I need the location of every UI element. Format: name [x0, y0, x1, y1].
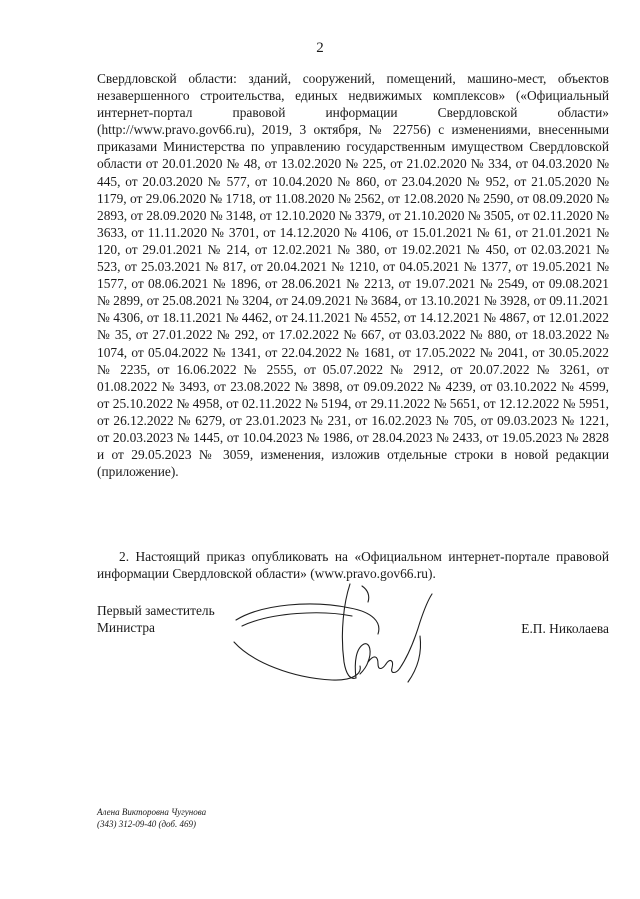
contact-phone: (343) 312-09-40 (доб. 469)	[97, 819, 196, 829]
handwritten-signature	[232, 582, 442, 692]
contact-name: Алена Викторовна Чугунова	[97, 807, 207, 817]
signer-name: Е.П. Николаева	[521, 621, 609, 636]
paragraph-2: 2. Настоящий приказ опубликовать на «Официальном интернет-портале правовой информации Свердловской области» (www.pravo.gov66.ru).	[97, 549, 609, 582]
signer-position-line-1: Первый заместитель	[97, 603, 215, 618]
paragraph-1: Свердловской области: зданий, сооружений, помещений, машино-мест, объектов незавершенного строительства, единых недвижимых комплексов» («Официальный интернет-портал правовой информации Свердловской области» (http://www.pravo.gov66.ru), 2019, 3 октября, № 22756) с изменениями, внесенными приказами Министерства по управлению государственным имуществом Свердловской области от 20.01.2020 № 48, от 13.02.2020 № 225, от 21.02.2020 № 334, от 04.03.2020 № 445, от 20.03.2020 № 577, от 10.04.2020 № 860, от 23.04.2020 № 952, от 21.05.2020 № 1179, от 29.06.2020 № 1718, от 11.08.2020 № 2562, от 12.08.2020 № 2590, от 08.09.2020 № 2893, от 28.09.2020 № 3148, от 12.10.2020 № 3379, от 21.10.2020 № 3505, от 02.11.2020 № 3633, от 11.11.2020 № 3701, от 14.12.2020 № 4106, от 15.01.2021 № 61, от 21.01.2021 № 120, от 29.01.2021 № 214, от 12.02.2021 № 380, от 19.02.2021 № 450, от 02.03.2021 № 523, от 25.03.2021 № 817, от 20.04.2021 № 1210, от 04.05.2021 № 1377, от 19.05.2021 № 1577, от 08.06.2021 № 1896, от 28.06.2021 № 2213, от 19.07.2021 № 2549, от 09.08.2021 № 2899, от 25.08.2021 № 3204, от 24.09.2021 № 3684, от 13.10.2021 № 3928, от 09.11.2021 № 4306, от 18.11.2021 № 4462, от 24.11.2021 № 4552, от 14.12.2021 № 4867, от 12.01.2022 № 35, от 27.01.2022 № 292, от 17.02.2022 № 667, от 03.03.2022 № 880, от 18.03.2022 № 1074, от 05.04.2022 № 1341, от 22.04.2022 № 1681, от 17.05.2022 № 2041, от 30.05.2022 № 2235, от 16.06.2022 № 2555, от 05.07.2022 № 2912, от 20.07.2022 № 3261, от 01.08.2022 № 3493, от 23.08.2022 № 3898, от 09.09.2022 № 4239, от 03.10.2022 № 4599, от 25.10.2022 № 4958, от 02.11.2022 № 5194, от 29.11.2022 № 5651, от 12.12.2022 № 5951, от 26.12.2022 № 6279, от 23.01.2023 № 231, от 16.02.2023 № 705, от 09.03.2023 № 1221, от 20.03.2023 № 1445, от 10.04.2023 № 1986, от 28.04.2023 № 2433, от 19.05.2023 № 2828 и от 29.05.2023 № 3059, изменения, изложив отдельные строки в новой редакции (приложение).	[97, 71, 609, 480]
page-number: 2	[316, 40, 324, 56]
signer-position-line-2: Министра	[97, 620, 156, 635]
contact-info	[97, 806, 206, 830]
signer-position	[97, 602, 215, 636]
